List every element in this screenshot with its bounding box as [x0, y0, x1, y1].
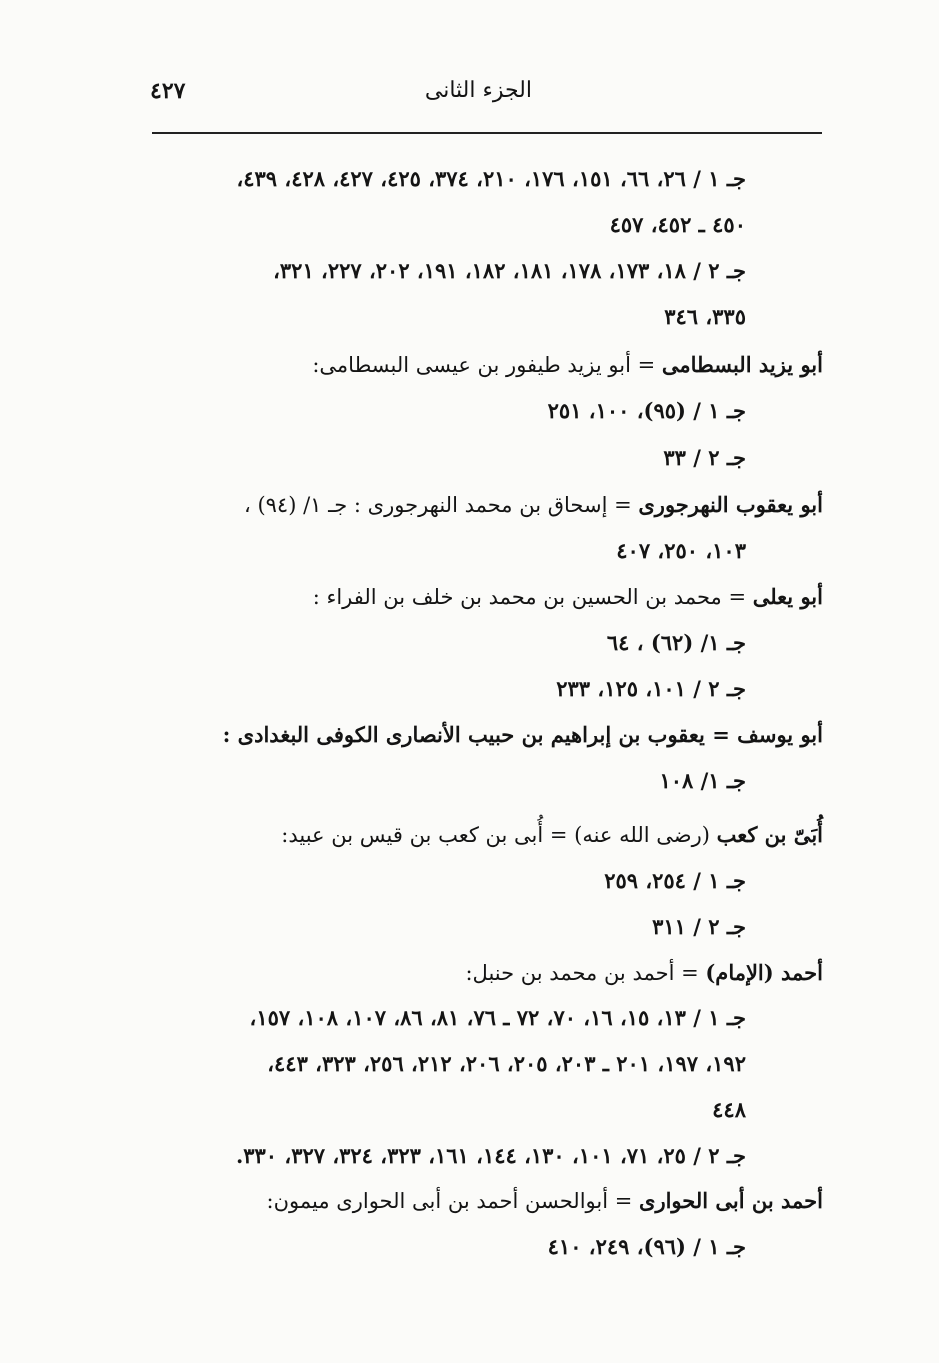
index-headword-line	[143, 350, 823, 380]
headword: أبو يوسف = يعقوب بن إبراهيم بن حبيب الأنصارى الكوفى البغدادى :	[222, 722, 823, 747]
ref-line: جـ ٢ / ١٠١، ١٢٥، ٢٣٣	[556, 676, 746, 701]
headword: أحمد (الإمام)	[705, 960, 823, 985]
ref-line: جـ ١ / (٩٦)، ٢٤٩، ٤١٠	[547, 1234, 746, 1259]
headword: أبو يعلى	[752, 584, 823, 609]
page-number: ٤٢٧	[150, 78, 186, 104]
ref-line: جـ ١ / ٢٥٤، ٢٥٩	[604, 868, 746, 893]
ref-line: جـ ٢ / ٢٥، ٧١، ١٠١، ١٣٠، ١٤٤، ١٦١، ٣٢٣، ٣٢٤، ٣٢٧، ٣٣٠.	[235, 1143, 746, 1168]
ref-line: ١٩٢، ١٩٧، ٢٠١ ـ ٢٠٣، ٢٠٥، ٢٠٦، ٢١٢، ٢٥٦، ٣٢٣، ٤٤٣،	[267, 1051, 746, 1076]
index-headword-line	[133, 720, 823, 750]
headword-definition: = إسحاق بن محمد النهرجورى : جـ ١/ (٩٤) ،	[243, 493, 639, 517]
index-headword-line	[143, 1186, 823, 1216]
ref-line: ١٠٣، ٢٥٠، ٤٠٧	[616, 538, 746, 563]
headword-definition: = أبوالحسن أحمد بن أبى الحوارى ميمون:	[266, 1189, 640, 1213]
headword-definition: = أبو يزيد طيفور بن عيسى البسطامى:	[312, 353, 662, 377]
running-title: الجزء الثانى	[424, 78, 532, 103]
ref-line: ٤٥٠ ـ ٤٥٢، ٤٥٧	[609, 212, 746, 237]
ref-line: جـ ٢ / ١٨، ١٧٣، ١٧٨، ١٨١، ١٨٢، ١٩١، ٢٠٢، ٢٢٧، ٣٢١،	[273, 258, 746, 283]
index-headword-line	[143, 820, 823, 850]
headword: أبو يعقوب النهرجورى	[638, 492, 823, 517]
index-headword-line	[143, 958, 823, 988]
headword-definition: = أحمد بن محمد بن حنبل:	[465, 961, 706, 985]
index-headword-line	[143, 582, 823, 612]
ref-line: جـ ١/ ١٠٨	[659, 768, 746, 793]
headword-definition: = محمد بن الحسين بن محمد بن خلف بن الفراء :	[312, 585, 753, 609]
ref-line: جـ ٢ / ٣٣	[663, 445, 746, 470]
ref-line: ٣٣٥، ٣٤٦	[664, 304, 746, 329]
index-headword-line	[133, 490, 823, 520]
headword: أبو يزيد البسطامى	[661, 352, 823, 377]
ref-line: جـ ١ / ٢٦، ٦٦، ١٥١، ١٧٦، ٢١٠، ٣٧٤، ٤٢٥، ٤٢٧، ٤٢٨، ٤٣٩،	[236, 166, 746, 191]
ref-line: ٤٤٨	[712, 1097, 746, 1122]
headword: أُبَىّ بن كعب	[716, 822, 823, 847]
ref-line: جـ ٢ / ٣١١	[652, 914, 746, 939]
headword: أحمد بن أبى الحوارى	[639, 1188, 823, 1213]
ref-line: جـ ١ / ١٣، ١٥، ١٦، ٧٠، ٧٢ ـ ٧٦، ٨١، ٨٦، ١٠٧، ١٠٨، ١٥٧،	[249, 1005, 746, 1030]
ref-line: جـ ١/ (٦٢) ، ٦٤	[606, 630, 746, 655]
ref-line: جـ ١ / (٩٥)، ١٠٠، ٢٥١	[547, 398, 746, 423]
headword-definition: (رضى الله عنه) = أُبى بن كعب بن قيس بن عبيد:	[281, 823, 717, 847]
